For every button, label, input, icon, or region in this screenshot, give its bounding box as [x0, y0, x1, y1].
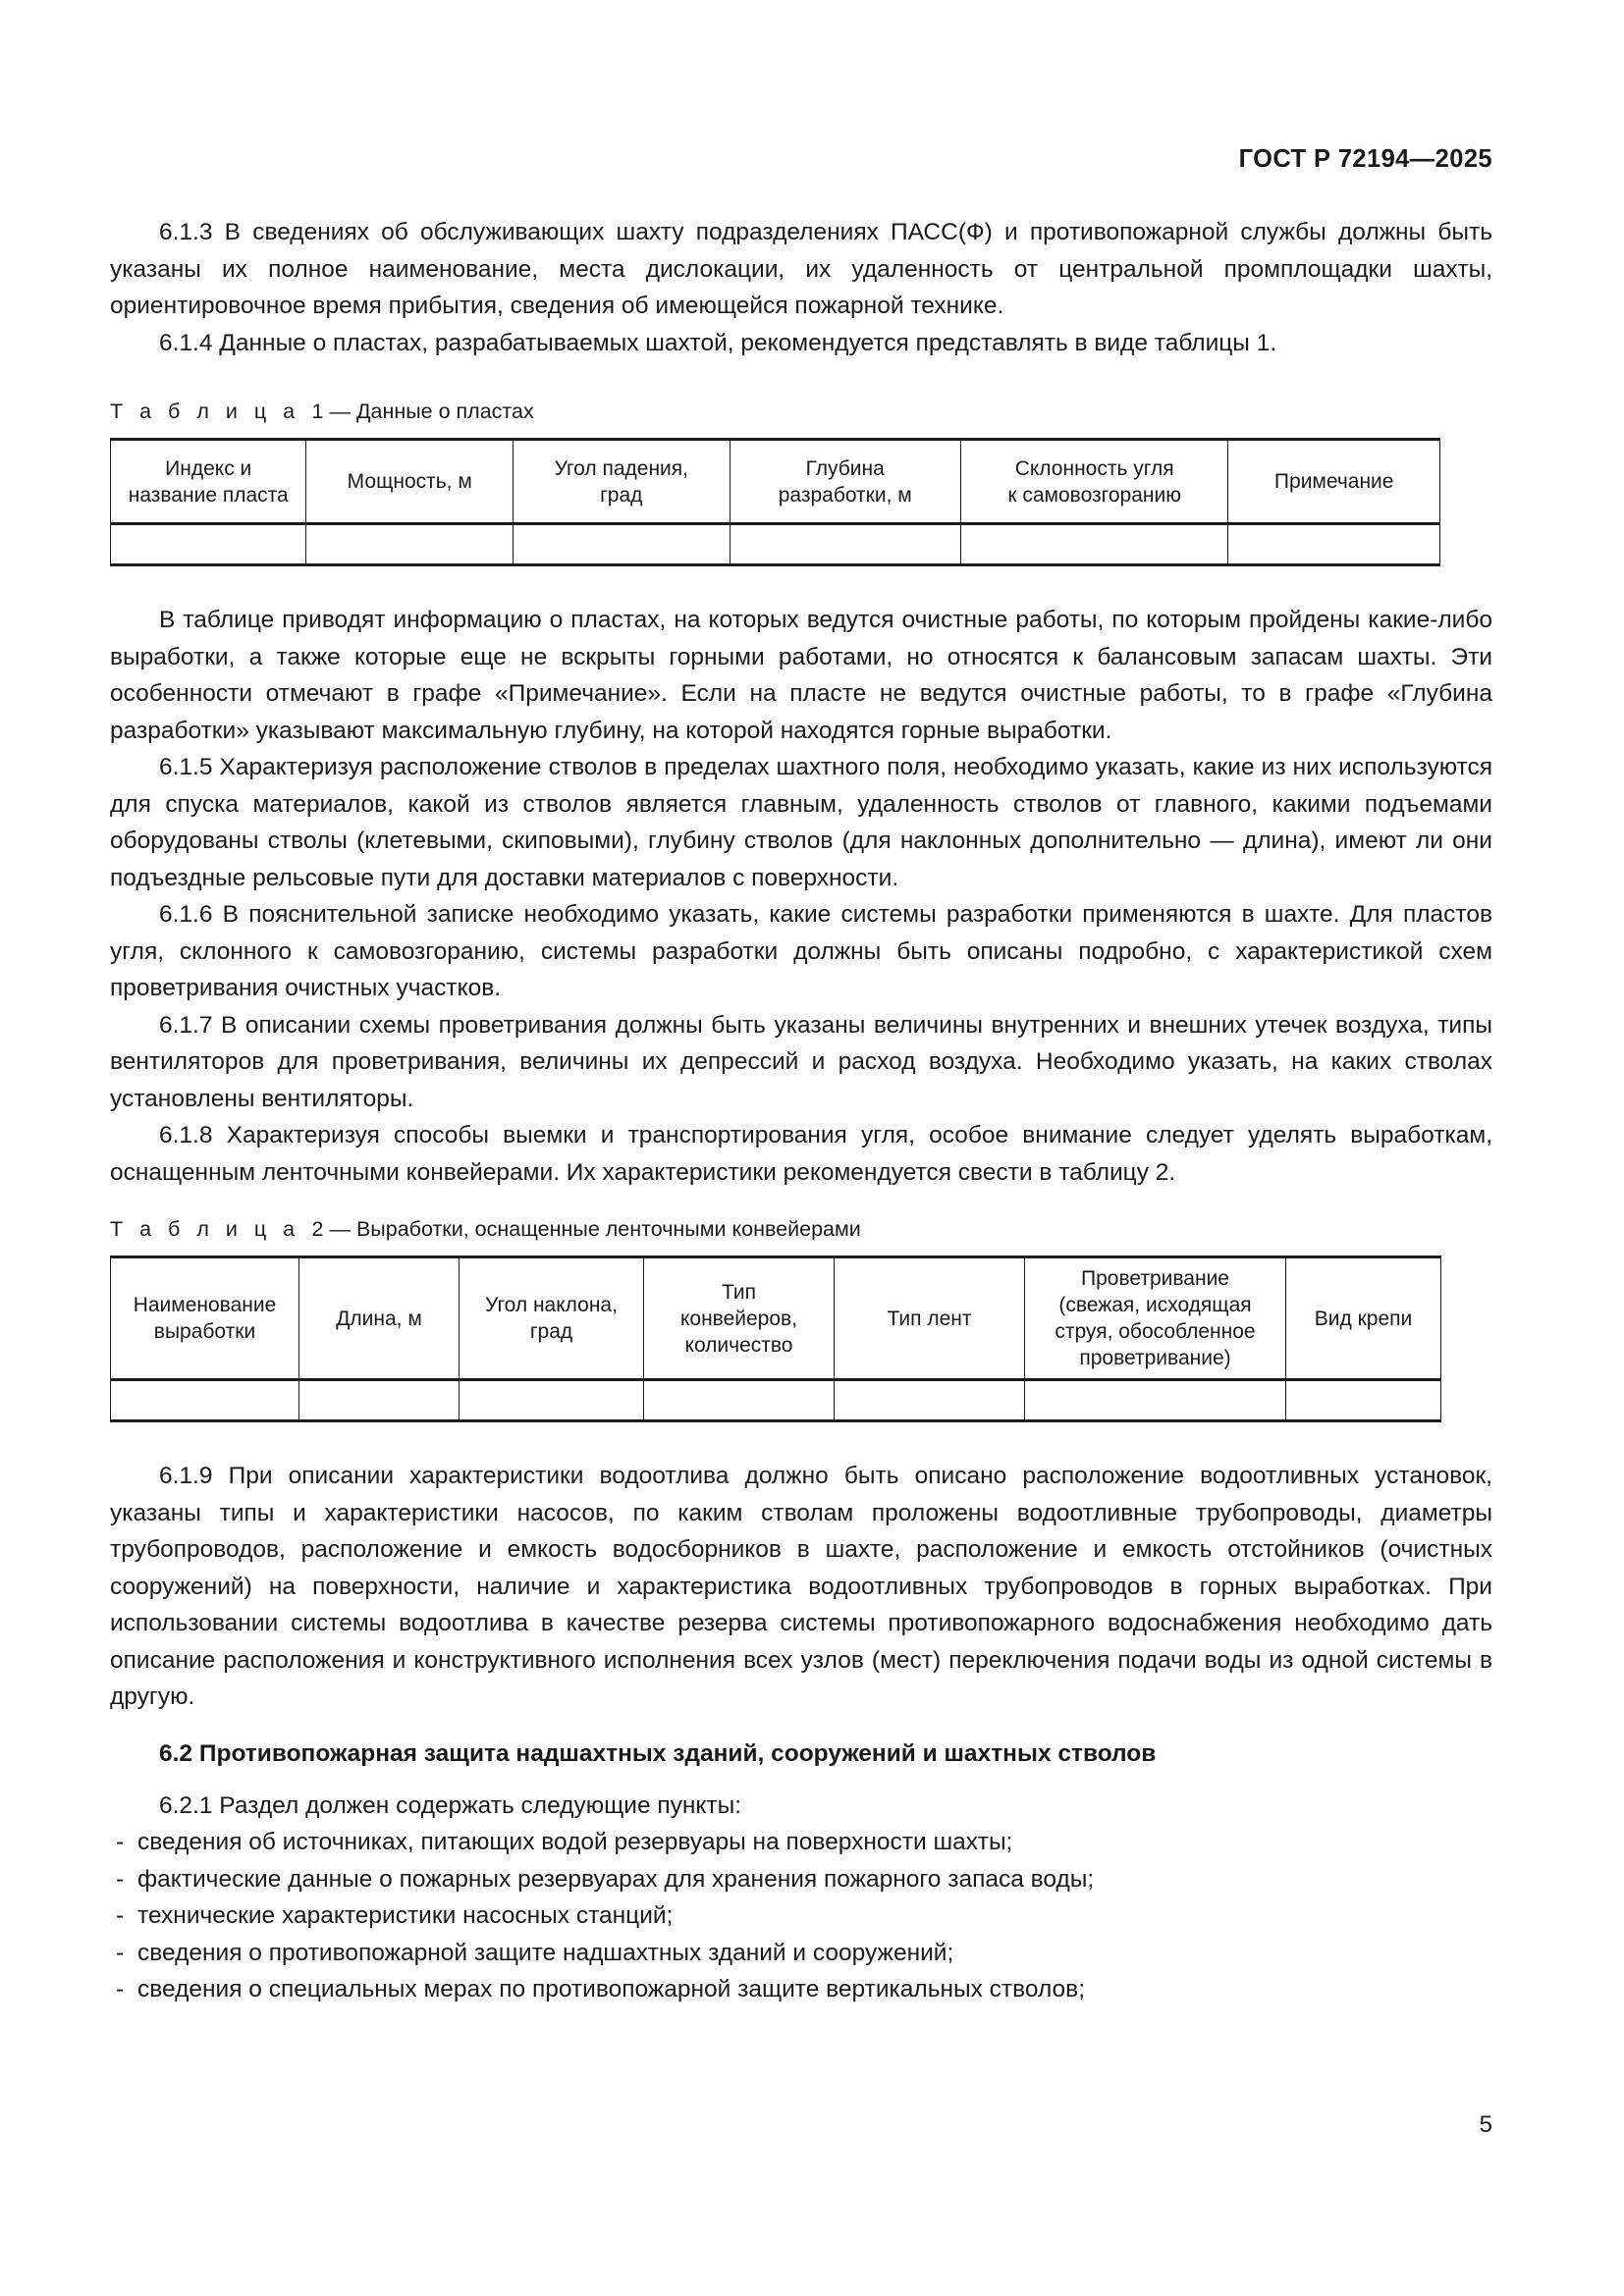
table-2-header-cell: Тип лент — [835, 1257, 1025, 1380]
table-2-header-row — [111, 1257, 1441, 1380]
spacer — [110, 1716, 1492, 1735]
page-header-standard-number: ГОСТ Р 72194—2025 — [1238, 145, 1492, 173]
table-1-caption-word: Т а б л и ц а — [110, 400, 300, 423]
table-2-header-cell: Тип конвейеров, количество — [644, 1257, 835, 1380]
table-2-cell — [111, 1380, 299, 1421]
table-2-cell — [1025, 1380, 1286, 1421]
dash-marker: - — [116, 1902, 125, 1929]
table-1-cell — [306, 524, 514, 565]
table-1-header-cell: Индекс и название пласта — [111, 440, 306, 524]
spacer — [110, 361, 1492, 397]
list-item-label: фактические данные о пожарных резервуарах для хранения пожарного запаса воды; — [137, 1865, 1095, 1893]
table-1-cell — [730, 524, 960, 565]
paragraph-6-1-4: 6.1.4 Данные о пластах, разрабатываемых шахтой, рекомендуется представлять в виде таблицы 1. — [159, 329, 1277, 356]
table-row — [111, 524, 1440, 565]
table-1-header-row — [111, 440, 1440, 524]
table-2-cell — [835, 1380, 1025, 1421]
section-heading-6-2: 6.2 Противопожарная защита надшахтных зданий, сооружений и шахтных стволов — [159, 1739, 1157, 1767]
dash-marker: - — [116, 1865, 125, 1893]
table-2-header-cell: Угол наклона, град — [460, 1257, 644, 1380]
paragraph-6-1-6: 6.1.6 В пояснительной записке необходимо указать, какие системы разработки применяются в шахте. Для пластов угля, склонного к самовозгоранию, системы разработки должны быть описаны подробно, с характеристикой схем проветривания очистных участков. — [110, 901, 1492, 1001]
paragraph-6-1-5: 6.1.5 Характеризуя расположение стволов в пределах шахтного поля, необходимо указать, какие из них используются для спуска материалов, какой из стволов является главным, удаленность стволов от главного, какими подъемами оборудованы стволы (клетевыми, скиповыми), глубину стволов (для наклонных дополнительно — длина), имеют ли они подъездные рельсовые пути для доставки материалов с поверхности. — [110, 754, 1492, 891]
list-item — [110, 1971, 1492, 2008]
paragraph-6-1-7: 6.1.7 В описании схемы проветривания должны быть указаны величины внутренних и внешних утечек воздуха, типы вентиляторов для проветривания, величины их депрессий и расход воздуха. Необходимо указать, на каких стволах установлены вентиляторы. — [110, 1011, 1492, 1112]
bullet-list-6-2-1 — [110, 1824, 1492, 2008]
table-1-caption-number: 1 — [311, 400, 324, 423]
table-1-header-cell: Склонность угля к самовозгоранию — [960, 440, 1228, 524]
dash-marker: - — [116, 1976, 125, 2002]
paragraph-6-1-3: 6.1.3 В сведениях об обслуживающих шахту подразделениях ПАСС(Ф) и противопожарной службы должны быть указаны их полное наименование, места дислокации, их удаленность от центральной промплощадки шахты, ориентировочное время прибытия, сведения об имеющейся пожарной технике. — [110, 219, 1492, 319]
table-1-caption — [110, 397, 1492, 426]
table-1-header-cell: Мощность, м — [306, 440, 514, 524]
paragraph-6-2-1: 6.2.1 Раздел должен содержать следующие пункты: — [159, 1791, 742, 1819]
list-item-label: технические характеристики насосных станций; — [137, 1902, 674, 1929]
spacer — [110, 426, 1492, 438]
table-2-header-cell: Вид крепи — [1286, 1257, 1441, 1380]
table-1-plast-data — [110, 438, 1440, 566]
page-number: 5 — [1479, 2111, 1492, 2138]
list-item — [110, 1897, 1492, 1935]
table-2-header-cell: Наименование выработки — [111, 1257, 299, 1380]
list-item — [110, 1824, 1492, 1861]
table-2-cell — [299, 1380, 460, 1421]
table-1-header-cell: Угол падения, град — [514, 440, 731, 524]
table-1-header-cell: Примечание — [1228, 440, 1440, 524]
table-2-header-cell: Проветривание (свежая, исходящая струя, обособленное проветривание) — [1025, 1257, 1286, 1380]
table-2-caption — [110, 1214, 1492, 1244]
paragraph-table-1-note: В таблице приводят информацию о пластах, на которых ведутся очистные работы, по которым пройдены какие-либо выработки, а также которые еще не вскрыты горными работами, но относятся к балансовым запасам шахты. Эти особенности отмечают в графе «Примечание». Если на пласте не ведутся очистные работы, то в графе «Глубина разработки» указывают максимальную глубину, на которой находятся горные выработки. — [110, 607, 1492, 744]
table-row — [111, 1380, 1441, 1421]
table-2-conveyor-workings — [110, 1255, 1441, 1422]
table-2-cell — [644, 1380, 835, 1421]
spacer — [110, 566, 1492, 602]
list-item-label: сведения о противопожарной защите надшахтных зданий и сооружений; — [137, 1939, 954, 1966]
table-2-cell — [460, 1380, 644, 1421]
table-2-caption-title: — Выработки, оснащенные ленточными конвейерами — [329, 1217, 861, 1241]
spacer — [110, 1191, 1492, 1214]
list-item-label: сведения о специальных мерах по противопожарной защите вертикальных стволов; — [137, 1976, 1085, 2002]
table-2-caption-word: Т а б л и ц а — [110, 1217, 300, 1241]
table-1-cell — [514, 524, 731, 565]
dash-marker: - — [116, 1939, 125, 1966]
table-1-cell — [960, 524, 1228, 565]
table-2-header-cell: Длина, м — [299, 1257, 460, 1380]
table-2-caption-number: 2 — [311, 1217, 324, 1241]
page-content — [110, 214, 1492, 2008]
table-1-cell — [111, 524, 306, 565]
paragraph-6-1-9: 6.1.9 При описании характеристики водоотлива должно быть описано расположение водоотливных установок, указаны типы и характеристики насосов, по каким стволам проложены водоотливные трубопроводы, диаметры трубопроводов, расположение и емкость водосборников в шахте, расположение и емкость отстойников (очистных сооружений) на поверхности, наличие и характеристика водоотливных трубопроводов в горных выработках. При использовании системы водоотлива в качестве резерва системы противопожарного водоснабжения необходимо дать описание расположения и конструктивного исполнения всех узлов (мест) переключения подачи воды из одной системы в другую. — [110, 1463, 1492, 1710]
spacer — [110, 1772, 1492, 1788]
table-1-caption-title: — Данные о пластах — [329, 400, 534, 423]
list-item-label: сведения об источниках, питающих водой резервуары на поверхности шахты; — [137, 1829, 1013, 1855]
list-item — [110, 1861, 1492, 1898]
table-1-header-cell: Глубина разработки, м — [730, 440, 960, 524]
list-item — [110, 1935, 1492, 1972]
table-1-cell — [1228, 524, 1440, 565]
spacer — [110, 1244, 1492, 1255]
table-2-cell — [1286, 1380, 1441, 1421]
dash-marker: - — [116, 1829, 125, 1855]
paragraph-6-1-8: 6.1.8 Характеризуя способы выемки и транспортирования угля, особое внимание следует уделять выработкам, оснащенным ленточными конвейерами. Их характеристики рекомендуется свести в таблицу 2. — [110, 1122, 1492, 1186]
spacer — [110, 1422, 1492, 1458]
